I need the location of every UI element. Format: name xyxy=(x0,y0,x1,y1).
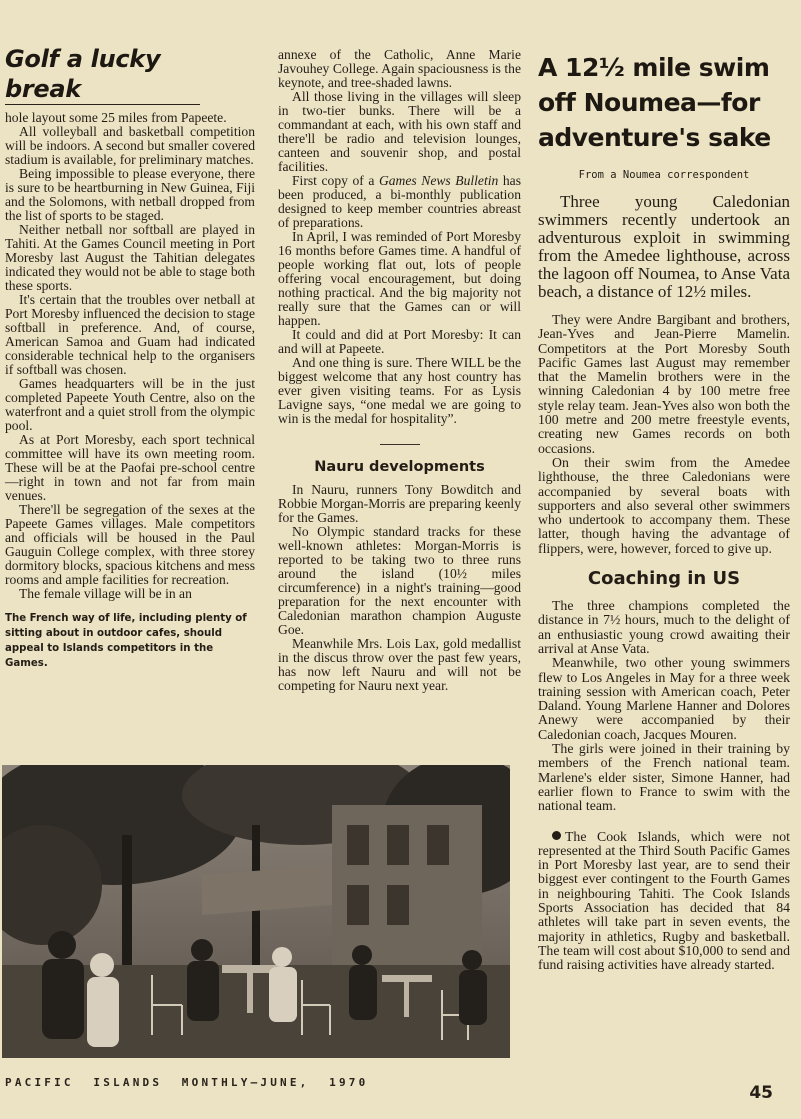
paragraph: In April, I was reminded of Port Moresby 16 months before Games time. A handful of people working flat out, lots of people offering vocal encouragement, but doing nothing practical. And the big majority not really sure that the Games can or will happen. xyxy=(278,229,521,328)
photo-caption: The French way of life, including plenty of sitting about in outdoor cafes, should appeal to Islands competitors in the Games. xyxy=(5,613,247,669)
subheading-coaching: Coaching in US xyxy=(587,568,741,590)
article-heading-golf: Golf a lucky break xyxy=(5,44,200,105)
paragraph: They were Andre Bargibant and brothers, Jean-Yves and Jean-Pierre Mamelin. Competitors at the Port Moresby South Pacific Games last August may remember that the Mamelin brothers were in the winning Caledonian 4 by 100 metre free style relay team. Jean-Yves also won both the 100 metre and 200 metre freestyle events, creating new Games records on both occasions. xyxy=(538,312,790,456)
paragraph: As at Port Moresby, each sport technical committee will have its own meeting room. These will be at the Paofai pre-school centre—right in town and not far from main venues. xyxy=(5,432,255,503)
byline: From a Noumea correspondent xyxy=(578,169,750,181)
paragraph: And one thing is sure. There WILL be the biggest welcome that any host country has ever given visiting teams. For as Lysis Lavigne says, “one medal we are going to win is the medal for hospitality”. xyxy=(278,355,521,426)
paragraph: There'll be segregation of the sexes at the Papeete Games villages. Male competitors and officials will be housed in the Paul Gauguin College complex, with three storey dormitory blocks, spacious kitchens and mess rooms and ample facilities for recreation. xyxy=(5,502,255,587)
paragraph: It's certain that the troubles over netball at Port Moresby influenced the decision to stage softball in preference. And, of course, American Samoa and Guam had indicated considerable technical help to the organisers if softball was chosen. xyxy=(5,292,255,377)
cook-islands-paragraph: The Cook Islands, which were not represented at the Third South Pacific Games in Port Moresby last year, are to send their biggest ever contingent to the Fourth Games in neighbouring Tahiti. The Cook Islands Sports Association has decided that 84 athletes will take part in seven events, the majority in athletics, Rugby and basketball. The team will cost about $10,000 to send and fund raising activities have already started. xyxy=(538,828,790,973)
column-right xyxy=(538,50,790,972)
paragraph: Games headquarters will be in the just completed Papeete Youth Centre, also on the waterfront and a quiet stroll from the olympic pool. xyxy=(5,376,255,433)
paragraph: All those living in the villages will sleep in two-tier bunks. There will be a commandant at each, with his own staff and there'll be radio and television lounges, canteen and souvenir shop, and postal facilities. xyxy=(278,89,521,174)
subheading-nauru: Nauru developments xyxy=(314,459,485,475)
paragraph: Being impossible to please everyone, there is sure to be heartburning in New Guinea, Fiji and the Solomons, with netball dropped from the list of sports to be staged. xyxy=(5,166,255,223)
page-footer: PACIFIC ISLANDS MONTHLY—JUNE, 1970 xyxy=(5,1076,369,1089)
paragraph: It could and did at Port Moresby: It can and will at Papeete. xyxy=(278,327,521,356)
page-number: 45 xyxy=(749,1083,773,1103)
paragraph: The girls were joined in their training by members of the French national team. Marlene's elder sister, Simone Hanner, had earlier flown to France to swim with the national team. xyxy=(538,741,790,814)
paragraph: hole layout some 25 miles from Papeete. xyxy=(5,110,227,125)
paragraph-bulletin: First copy of a Games News Bulletin has been produced, a bi-monthly publication designed to keep member countries abreast of preparations. xyxy=(278,173,521,230)
paragraph: annexe of the Catholic, Anne Marie Javouhey College. Again spaciousness is the keynote, and tree-shaded lawns. xyxy=(278,47,521,90)
column-left xyxy=(5,44,255,671)
bullet-icon xyxy=(552,831,561,840)
bulletin-title: Games News Bulletin xyxy=(378,173,499,188)
paragraph: Meanwhile, two other young swimmers flew to Los Angeles in May for a three week training session with American coach, Peter Daland. Young Marlene Hanner and Dolores Anewy were accompanied by their Caledonian coach, Jacques Mouren. xyxy=(538,655,790,742)
cafe-photo-illustration xyxy=(2,765,510,1058)
section-divider xyxy=(380,444,420,445)
paragraph: On their swim from the Amedee lighthouse, the three Caledonians were accompanied by several boats with supporters and also several other swimmers who undertook to accompany them. These latter, though having the advantage of flippers, were, however, forced to give up. xyxy=(538,454,790,556)
paragraph: No Olympic standard tracks for these well-known athletes: Morgan-Morris is reported to be taking two to three runs around the island (10½ miles circumference) in a night's training—good preparation for the next encounter with Caledonian marathon champion Auguste Goe. xyxy=(278,524,521,637)
paragraph: Neither netball nor softball are played in Tahiti. At the Games Council meeting in Port Moresby last August the Tahitian delegates indicated they would not be able to stage both these sports. xyxy=(5,222,255,293)
paragraph: Meanwhile Mrs. Lois Lax, gold medallist in the discus throw over the past few years, has now left Nauru and will not be competing for Nauru next year. xyxy=(278,636,521,693)
lead-paragraph: Three young Caledonian swimmers recently undertook an adventurous exploit in swimming from the Amedee lighthouse, across the lagoon off Noumea, to Anse Vata beach, a distance of 12½ miles. xyxy=(538,192,790,301)
paragraph: In Nauru, runners Tony Bowditch and Robbie Morgan-Morris are preparing keenly for the Games. xyxy=(278,482,521,525)
cafe-photo xyxy=(2,765,510,1058)
paragraph: The three champions completed the distance in 7½ hours, much to the delight of an enthusiastic young crowd awaiting their arrival at Anse Vata. xyxy=(538,598,790,656)
article-heading-swim: A 12½ mile swim off Noumea—for adventure's sake xyxy=(538,53,771,152)
paragraph: The female village will be in an xyxy=(19,586,192,601)
paragraph: All volleyball and basketball competition will be indoors. A second but smaller covered stadium is available, for preliminary matches. xyxy=(5,124,255,167)
column-middle xyxy=(278,48,521,693)
